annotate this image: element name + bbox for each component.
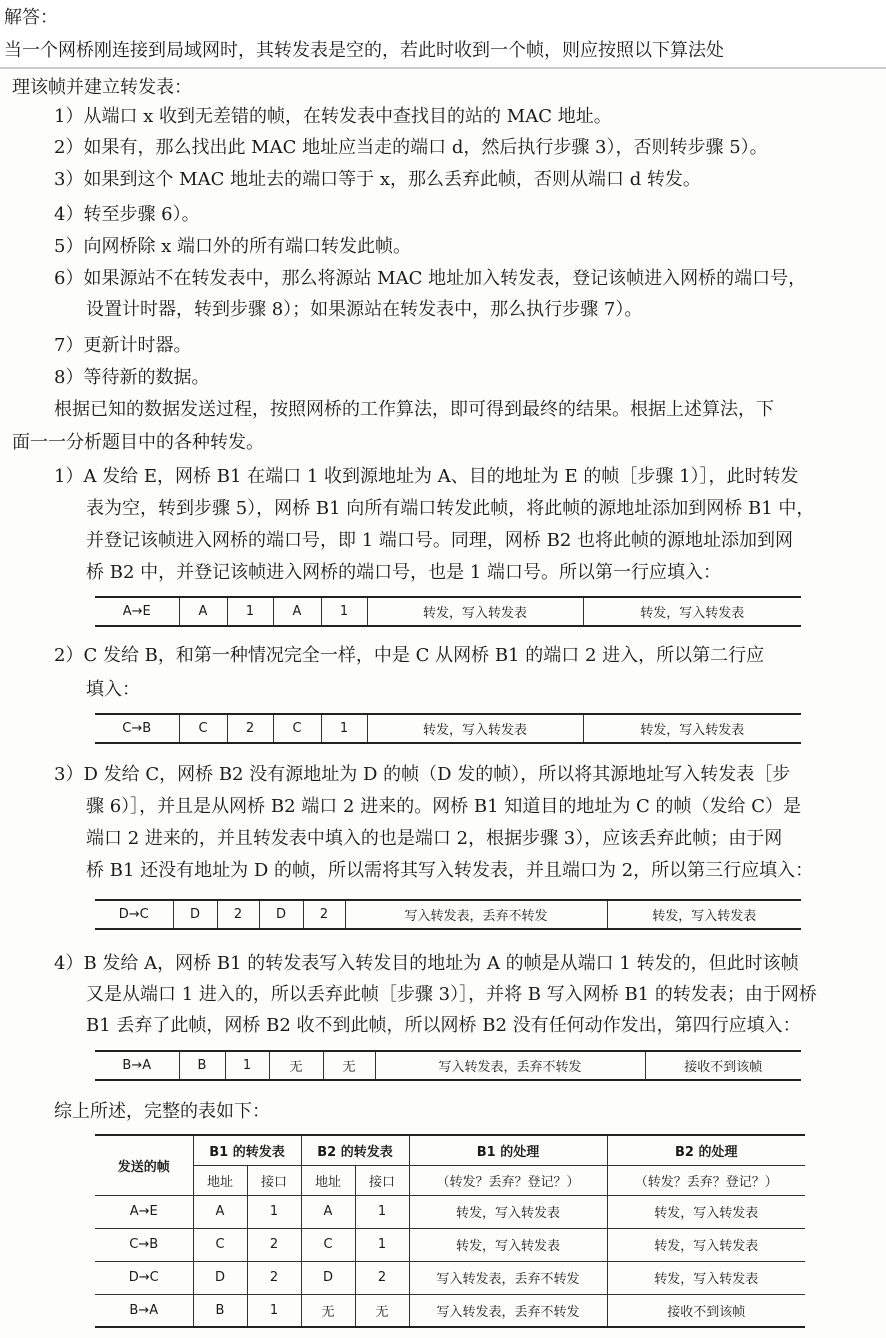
b1-port-cell: 1 <box>247 1294 301 1327</box>
col-frame-header: 发送的帧 <box>95 1135 193 1195</box>
frame-cell: A→E <box>95 1195 193 1228</box>
b2-address-cell: C <box>301 1228 355 1261</box>
frame-cell: C→B <box>95 1228 193 1261</box>
b1-port-cell: 2 <box>247 1261 301 1294</box>
row-table-2 <box>95 713 801 744</box>
case-4-line-1: 4）B 发给 A，网桥 B1 的转发表写入转发目的地址为 A 的帧是从端口 1 转发的，但此时该帧 <box>54 953 799 974</box>
row-table-3 <box>95 899 801 930</box>
b2-address-cell: C <box>273 714 321 743</box>
b2-address-cell: A <box>301 1195 355 1228</box>
step-3: 3）如果到这个 MAC 地址去的端口等于 x，那么丢弃此帧，否则从端口 d 转发。 <box>54 169 701 190</box>
b1-action-cell: 写入转发表，丢弃不转发 <box>409 1261 607 1294</box>
table-row <box>95 1195 805 1228</box>
step-7: 7）更新计时器。 <box>54 335 192 356</box>
b1-action-cell: 转发，写入转发表 <box>409 1195 607 1228</box>
b1-proc-hint: （转发？丢弃？登记？） <box>409 1165 607 1195</box>
b2-address-cell: 无 <box>269 1051 323 1080</box>
b2-port-cell: 1 <box>355 1195 409 1228</box>
step-5: 5）向网桥除 x 端口外的所有端口转发此帧。 <box>54 236 412 257</box>
b1-action-cell: 转发，写入转发表 <box>367 714 583 743</box>
intro-text: 当一个网桥刚连接到局域网时，其转发表是空的，若此时收到一个帧，则应按照以下算法处 <box>4 40 724 61</box>
b1-address-cell: C <box>179 714 227 743</box>
b2-action-cell: 转发，写入转发表 <box>607 1261 805 1294</box>
b1-address-cell: B <box>179 1051 225 1080</box>
answer-label: 解答： <box>4 7 58 28</box>
case-3-line-4: 桥 B1 还没有地址为 D 的帧，所以需将其写入转发表，并且端口为 2，所以第三行应填入： <box>86 860 814 881</box>
b1-port-cell: 1 <box>225 1051 269 1080</box>
sub-address-header: 地址 <box>301 1165 355 1195</box>
case-1-line-4: 桥 B2 中，并登记该帧进入网桥的端口号，也是 1 端口号。所以第一行应填入： <box>86 562 722 583</box>
frame-cell: A→E <box>122 604 151 619</box>
sub-port-header: 接口 <box>355 1165 409 1195</box>
b1-action-cell: 写入转发表，丢弃不转发 <box>375 1051 645 1080</box>
b2-address-cell: D <box>259 900 303 929</box>
b2-address-cell: A <box>273 597 321 626</box>
b1-action-cell: 转发，写入转发表 <box>409 1228 607 1261</box>
table-row <box>95 1228 805 1261</box>
b2-port-cell: 2 <box>303 900 345 929</box>
case-4-line-3: B1 丢弃了此帧，网桥 B2 收不到此帧，所以网桥 B2 没有任何动作发出，第四行应填入： <box>86 1015 801 1036</box>
b2-port-cell: 2 <box>355 1261 409 1294</box>
b2-port-cell: 1 <box>355 1228 409 1261</box>
b2-address-cell: D <box>301 1261 355 1294</box>
col-b2-table-header: B2 的转发表 <box>301 1135 409 1165</box>
frame-cell: B→A <box>122 1058 152 1073</box>
b1-address-cell: B <box>193 1294 247 1327</box>
b2-action-cell: 转发，写入转发表 <box>583 597 801 626</box>
table-row <box>95 1261 805 1294</box>
b1-action-cell: 写入转发表，丢弃不转发 <box>409 1294 607 1327</box>
b2-action-cell: 接收不到该帧 <box>607 1294 805 1327</box>
frame-cell: D→C <box>118 907 149 922</box>
row-table-4 <box>95 1050 801 1081</box>
b1-port-cell: 1 <box>247 1195 301 1228</box>
final-table-header <box>95 1135 805 1165</box>
b1-address-cell: D <box>193 1261 247 1294</box>
b2-port-cell: 1 <box>321 714 367 743</box>
b1-address-cell: C <box>193 1228 247 1261</box>
b1-address-cell: A <box>193 1195 247 1228</box>
analysis-line-2: 面一一分析题目中的各种转发。 <box>12 432 264 453</box>
table-row <box>95 714 801 743</box>
table-row <box>95 900 801 929</box>
col-b1-proc-header: B1 的处理 <box>409 1135 607 1165</box>
step-4: 4）转至步骤 6）。 <box>54 204 200 225</box>
sub-address-header: 地址 <box>193 1165 247 1195</box>
b1-port-cell: 1 <box>227 597 273 626</box>
table-row <box>95 597 801 626</box>
b2-port-cell: 无 <box>355 1294 409 1327</box>
b2-action-cell: 转发，写入转发表 <box>583 714 801 743</box>
case-2-line-1: 2）C 发给 B，和第一种情况完全一样，中是 C 从网桥 B1 的端口 2 进入，所以第二行应 <box>54 645 765 666</box>
analysis-line-1: 根据已知的数据发送过程，按照网桥的工作算法，即可得到最终的结果。根据上述算法，下 <box>54 399 774 420</box>
b2-proc-hint: （转发？丢弃？登记？） <box>607 1165 805 1195</box>
case-4-line-2: 又是从端口 1 进入的，所以丢弃此帧［步骤 3）］，并将 B 写入网桥 B1 的转发表；由于网桥 <box>86 984 817 1005</box>
step-1: 1）从端口 x 收到无差错的帧，在转发表中查找目的站的 MAC 地址。 <box>54 106 612 127</box>
b1-address-cell: D <box>173 900 217 929</box>
row-table-1 <box>95 596 801 627</box>
b1-action-cell: 写入转发表，丢弃不转发 <box>345 900 607 929</box>
case-1-line-2: 表为空，转到步骤 5），网桥 B1 向所有端口转发此帧，将此帧的源地址添加到网桥 B1 中， <box>86 498 815 519</box>
b2-action-cell: 转发，写入转发表 <box>607 900 801 929</box>
b2-address-cell: 无 <box>301 1294 355 1327</box>
step-6: 6）如果源站不在转发表中，那么将源站 MAC 地址加入转发表，登记该帧进入网桥的端口号， <box>54 268 807 289</box>
sub-port-header: 接口 <box>247 1165 301 1195</box>
frame-cell: D→C <box>95 1261 193 1294</box>
case-3-line-1: 3）D 发给 C，网桥 B2 没有源地址为 D 的帧（D 发的帧），所以将其源地址写入转发表［步 <box>54 764 791 785</box>
case-2-line-2: 填入： <box>86 679 140 700</box>
case-3-line-3: 端口 2 进来的，并且转发表中填入的也是端口 2，根据步骤 3），应该丢弃此帧；由于网 <box>86 828 783 849</box>
b1-address-cell: A <box>179 597 227 626</box>
col-b2-proc-header: B2 的处理 <box>607 1135 805 1165</box>
step-8: 8）等待新的数据。 <box>54 367 210 388</box>
b2-action-cell: 接收不到该帧 <box>645 1051 801 1080</box>
final-table <box>95 1134 805 1328</box>
intro-continuation: 理该帧并建立转发表： <box>12 77 192 98</box>
case-1-line-3: 并登记该帧进入网桥的端口号，即 1 端口号。同理，网桥 B2 也将此帧的源地址添加到网 <box>86 530 794 551</box>
table-row <box>95 1294 805 1327</box>
b2-port-cell: 无 <box>323 1051 375 1080</box>
col-b1-table-header: B1 的转发表 <box>193 1135 301 1165</box>
frame-cell: B→A <box>95 1294 193 1327</box>
case-1-line-1: 1）A 发给 E，网桥 B1 在端口 1 收到源地址为 A、目的地址为 E 的帧［步骤 1）］，此时转发 <box>54 466 799 487</box>
b1-action-cell: 转发，写入转发表 <box>367 597 583 626</box>
step-2: 2）如果有，那么找出此 MAC 地址应当走的端口 d，然后执行步骤 3），否则转步骤 5）。 <box>54 137 768 158</box>
summary-text: 综上所述，完整的表如下： <box>54 1101 270 1122</box>
b1-port-cell: 2 <box>217 900 259 929</box>
b2-action-cell: 转发，写入转发表 <box>607 1228 805 1261</box>
final-table-subheader <box>95 1165 805 1195</box>
frame-cell: C→B <box>122 721 152 736</box>
b1-port-cell: 2 <box>227 714 273 743</box>
case-3-line-2: 骤 6）］，并且是从网桥 B2 端口 2 进来的。网桥 B1 知道目的地址为 C 的帧（发给 C）是 <box>86 796 802 817</box>
table-row <box>95 1051 801 1080</box>
header-divider <box>0 67 886 69</box>
b2-action-cell: 转发，写入转发表 <box>607 1195 805 1228</box>
b2-port-cell: 1 <box>321 597 367 626</box>
step-6-cont: 设置计时器，转到步骤 8）；如果源站在转发表中，那么执行步骤 7）。 <box>86 299 643 320</box>
b1-port-cell: 2 <box>247 1228 301 1261</box>
